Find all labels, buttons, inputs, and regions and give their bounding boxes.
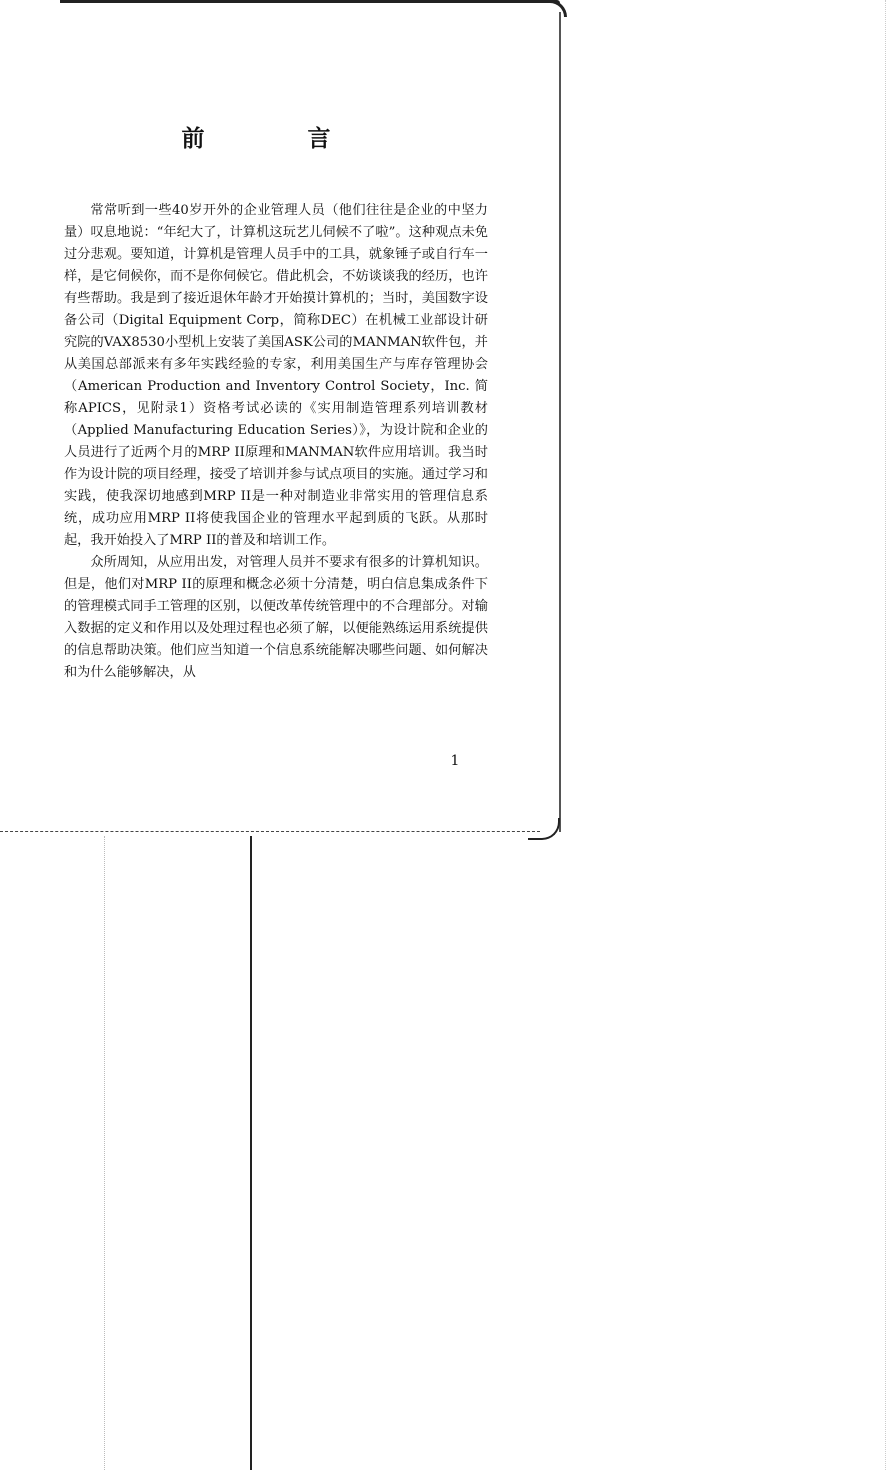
page-title: 前 言 (181, 126, 371, 152)
page-number: 1 (450, 753, 460, 769)
scan-top-edge (60, 0, 560, 3)
body-text (64, 200, 488, 684)
scan-right-strip (885, 0, 886, 1470)
scan-bottom-curl (528, 818, 560, 840)
paragraph-2: 众所周知，从应用出发，对管理人员并不要求有很多的计算机知识。但是，他们对MRP II的原理和概念必须十分清楚，明白信息集成条件下的管理模式同手工管理的区别，以便改革传统管理中的不合理部分。对输入数据的定义和作用以及处理过程也必须了解，以便能熟练运用系统提供的信息帮助决策。他们应当知道一个信息系统能解决哪些问题、如何解决和为什么能够解决，从 (64, 555, 488, 680)
scan-bottom-edge (0, 831, 540, 832)
paragraph-1: 常常听到一些40岁开外的企业管理人员（他们往往是企业的中坚力量）叹息地说：“年纪大了，计算机这玩艺儿伺候不了啦”。这种观点未免过分悲观。要知道，计算机是管理人员手中的工具，就象锤子或自行车一样，是它伺候你，而不是你伺候它。借此机会，不妨谈谈我的经历，也许有些帮助。我是到了接近退休年龄才开始摸计算机的；当时，美国数字设备公司（Digital Equipment Corp，简称DEC）在机械工业部设计研究院的VAX8530小型机上安装了美国ASK公司的MANMAN软件包，并从美国总部派来有多年实践经验的专家，利用美国生产与库存管理协会（American Production and Inventory Control Society，Inc. 简称APICS，见附录1）资格考试必读的《实用制造管理系列培训教材（Applied Manufacturing Education Series）》，为设计院和企业的人员进行了近两个月的MRP II原理和MANMAN软件应用培训。我当时作为设计院的项目经理，接受了培训并参与试点项目的实施。通过学习和实践，使我深切地感到MRP II是一种对制造业非常实用的管理信息系统，成功应用MRP II将使我国企业的管理水平起到质的飞跃。从那时起，我开始投入了MRP II的普及和培训工作。 (64, 203, 488, 548)
scan-faint-line (104, 836, 105, 1470)
scan-top-curl (540, 0, 567, 17)
scan-page-right-edge (559, 12, 561, 832)
scan-spine-line (250, 836, 252, 1470)
